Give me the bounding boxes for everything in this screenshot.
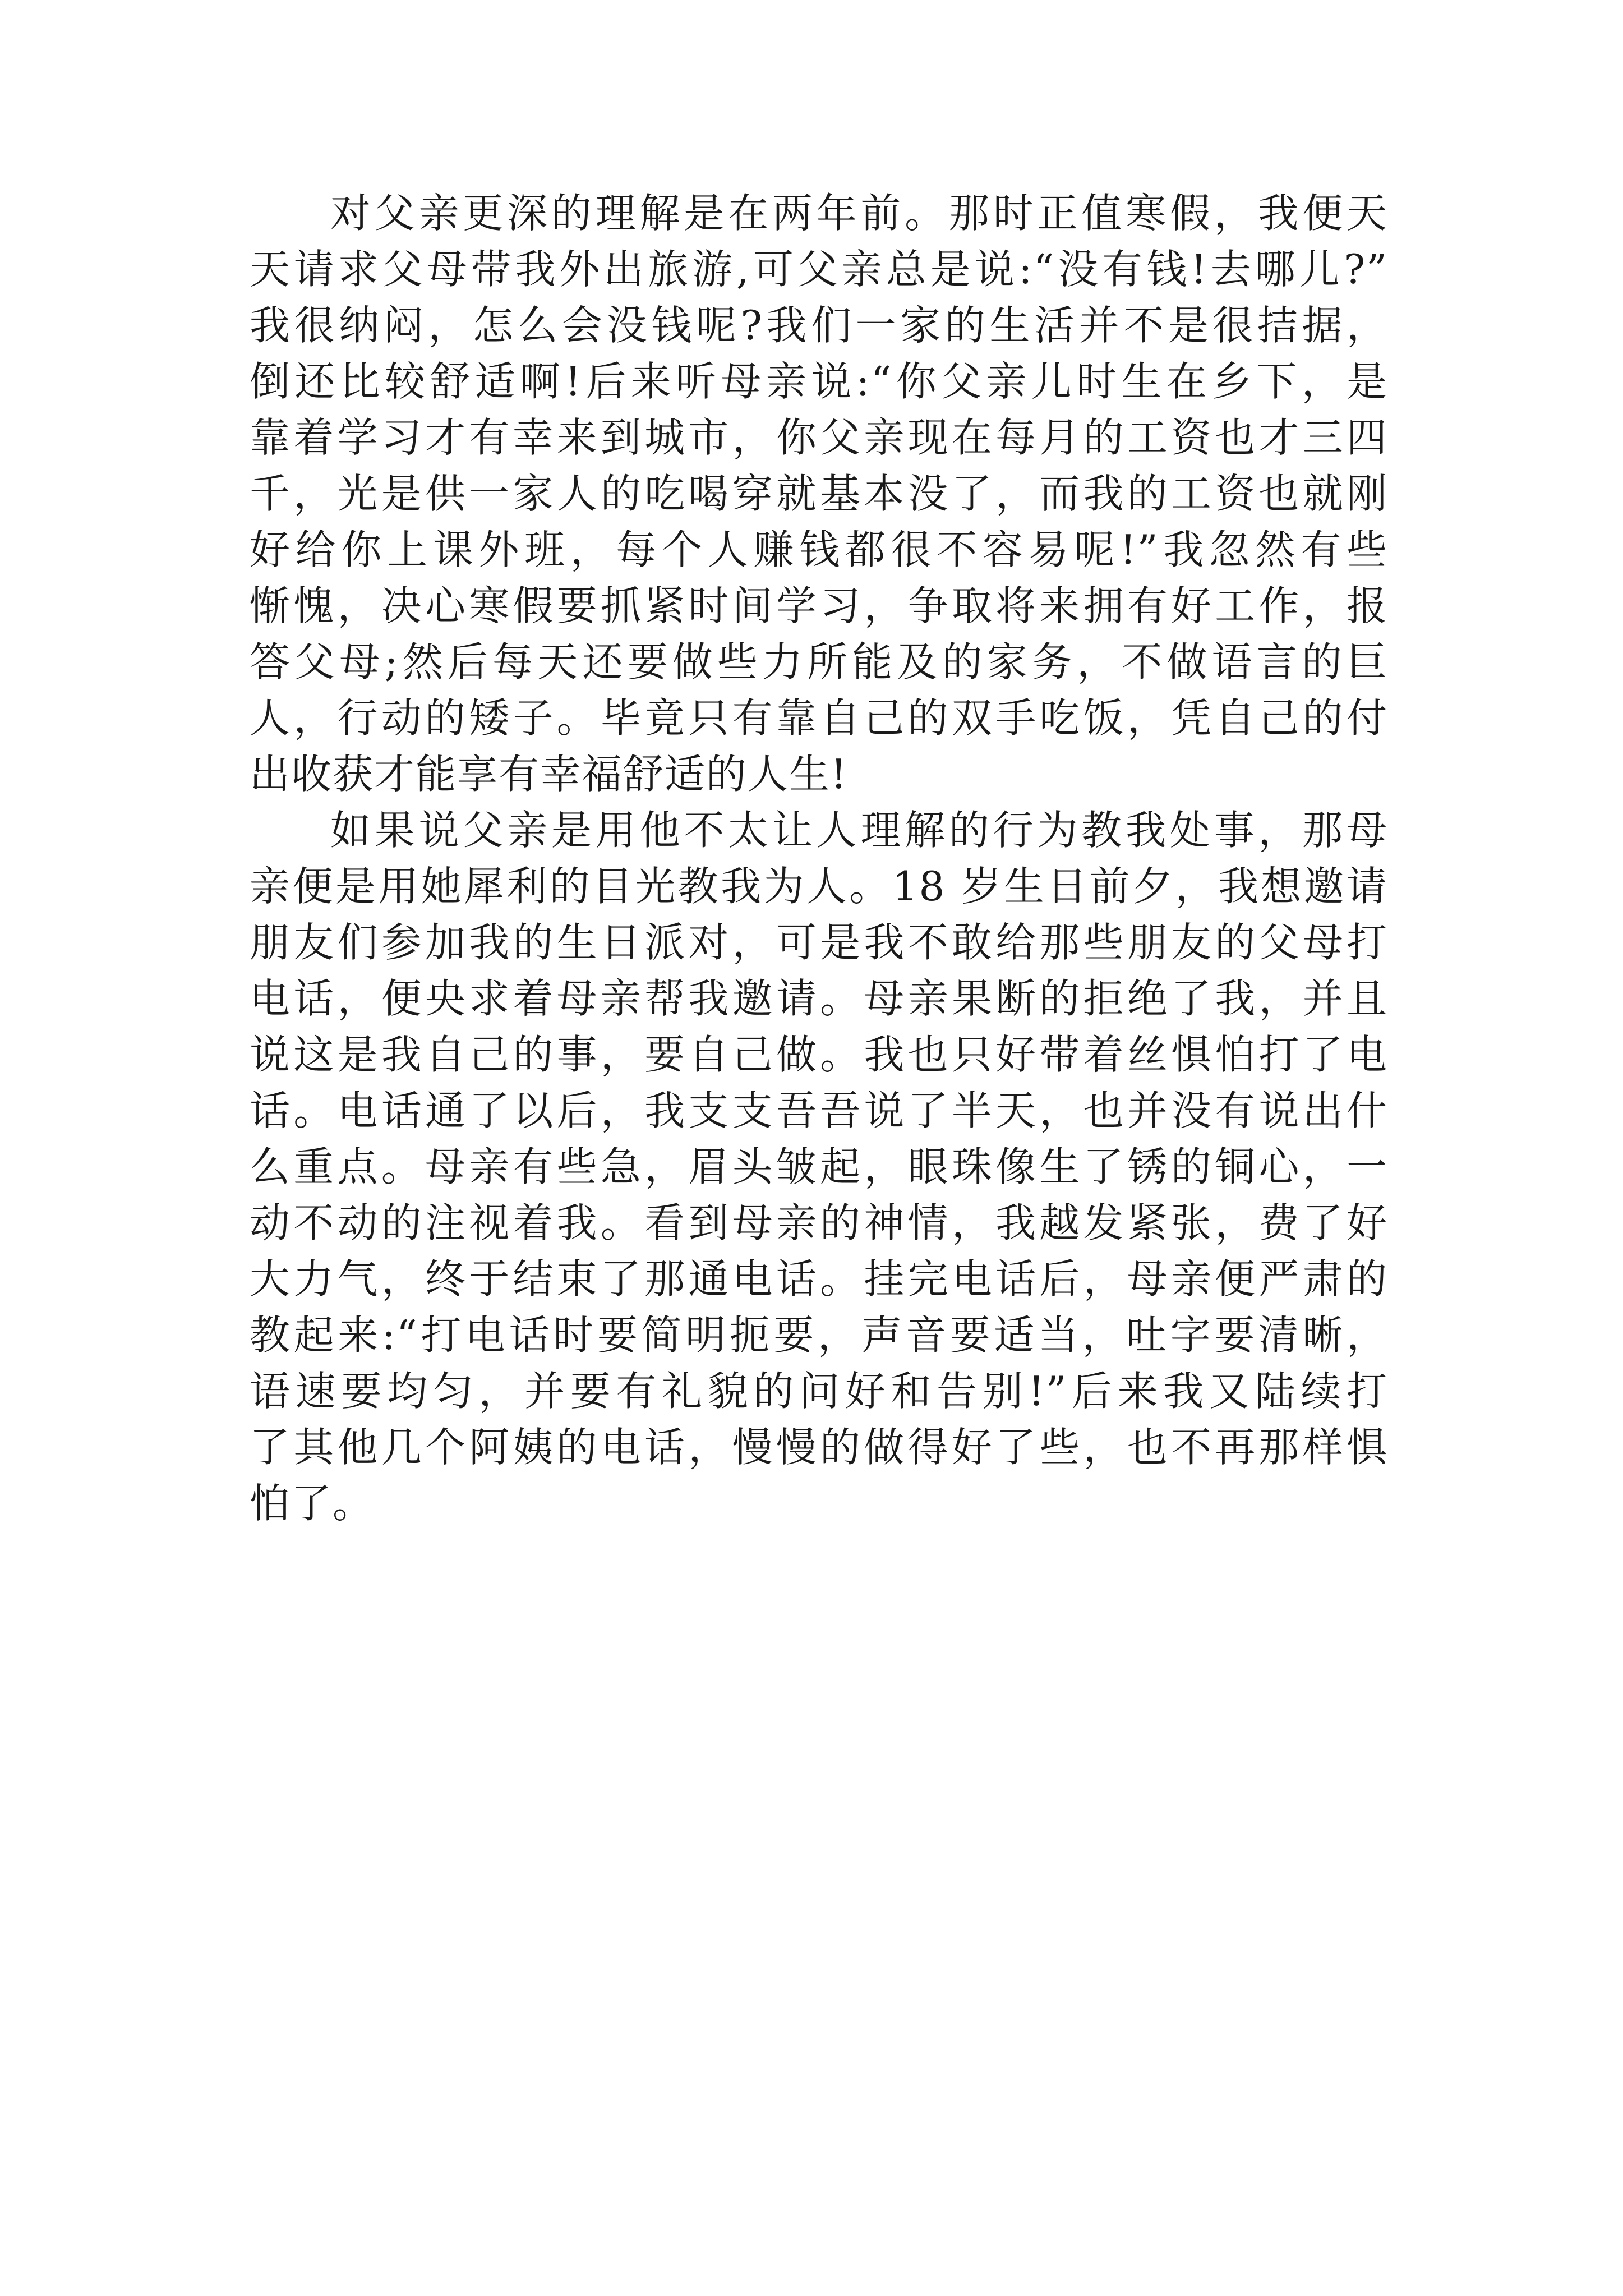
paragraph-line: 千，光是供一家人的吃喝穿就基本没了，而我的工资也就刚 [250,470,1388,517]
paragraph-line: 语速要均匀，并要有礼貌的问好和告别!”后来我又陆续打 [250,1368,1388,1415]
paragraph-line: 怕了。 [250,1480,375,1527]
paragraph-mother [250,802,1388,1531]
paragraph-line: 说这是我自己的事，要自己做。我也只好带着丝惧怕打了电 [250,1031,1388,1078]
paragraph-line: 好给你上课外班，每个人赚钱都很不容易呢!”我忽然有些 [250,526,1388,573]
paragraph-line: 朋友们参加我的生日派对，可是我不敢给那些朋友的父母打 [250,919,1388,966]
paragraph-line: 答父母;然后每天还要做些力所能及的家务，不做语言的巨 [250,638,1388,685]
paragraph-line: 我很纳闷，怎么会没钱呢?我们一家的生活并不是很拮据， [250,302,1388,349]
document-body [250,185,1388,1531]
paragraph-line: 人，行动的矮子。毕竟只有靠自己的双手吃饭，凭自己的付 [250,694,1388,742]
paragraph-line: 动不动的注视着我。看到母亲的神情，我越发紧张，费了好 [250,1199,1388,1246]
paragraph-line: 电话，便央求着母亲帮我邀请。母亲果断的拒绝了我，并且 [250,975,1388,1022]
paragraph-line: 倒还比较舒适啊!后来听母亲说:“你父亲儿时生在乡下，是 [250,358,1388,405]
paragraph-line: 出收获才能享有幸福舒适的人生! [250,751,848,798]
paragraph-line: 惭愧，决心寒假要抓紧时间学习，争取将来拥有好工作，报 [250,582,1388,629]
paragraph-line: 话。电话通了以后，我支支吾吾说了半天，也并没有说出什 [250,1087,1388,1134]
paragraph-father [250,185,1388,802]
paragraph-line: 对父亲更深的理解是在两年前。那时正值寒假，我便天 [330,190,1388,237]
paragraph-line: 靠着学习才有幸来到城市，你父亲现在每月的工资也才三四 [250,414,1388,461]
paragraph-line: 如果说父亲是用他不太让人理解的行为教我处事，那母 [330,807,1388,854]
paragraph-line: 大力气，终于结束了那通电话。挂完电话后，母亲便严肃的 [250,1255,1388,1303]
paragraph-line: 了其他几个阿姨的电话，慢慢的做得好了些，也不再那样惧 [250,1424,1388,1471]
paragraph-line: 教起来:“打电话时要简明扼要，声音要适当，吐字要清晰， [250,1312,1388,1359]
paragraph-line: 天请求父母带我外出旅游,可父亲总是说:“没有钱!去哪儿?” [250,246,1388,293]
paragraph-line: 亲便是用她犀利的目光教我为人。18 岁生日前夕，我想邀请 [250,863,1388,910]
paragraph-line: 么重点。母亲有些急，眉头皱起，眼珠像生了锈的铜心，一 [250,1143,1388,1190]
